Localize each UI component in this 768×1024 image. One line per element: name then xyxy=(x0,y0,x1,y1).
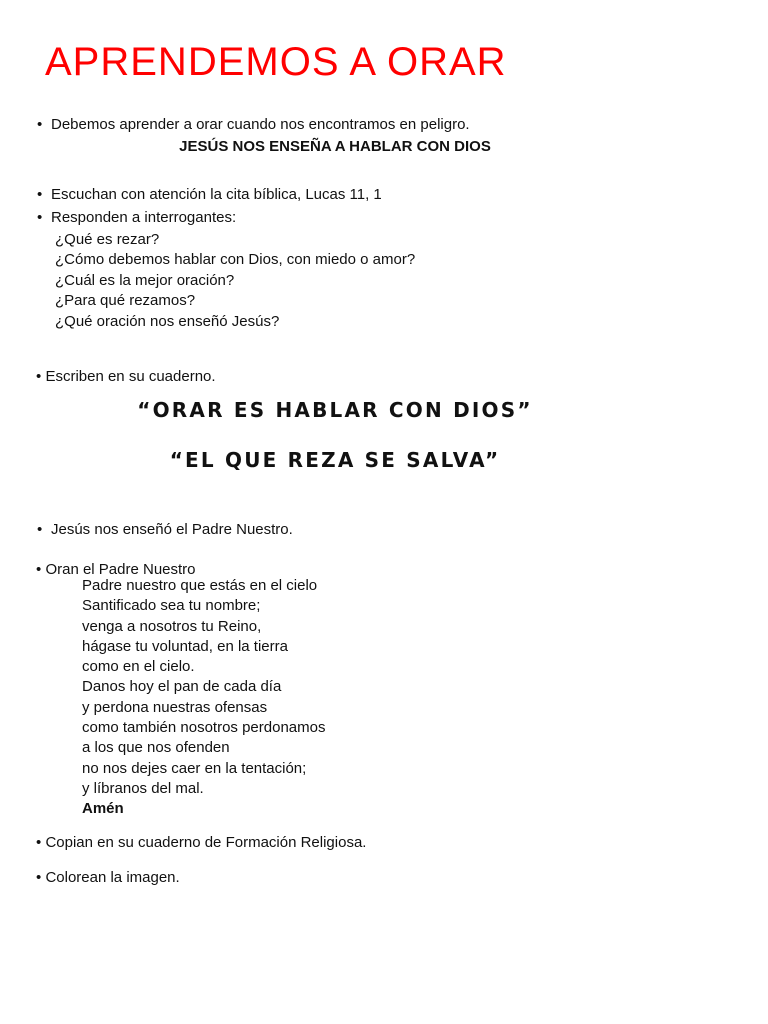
color-item xyxy=(36,868,180,888)
bullet: • xyxy=(37,116,43,133)
answer-item xyxy=(37,208,236,228)
list-item: Danos hoy el pan de cada día xyxy=(82,678,282,696)
list-item: venga a nosotros tu Reino, xyxy=(82,617,262,635)
taught-item xyxy=(37,520,293,540)
copy-item xyxy=(36,833,366,853)
list-item: ¿Qué oración nos enseñó Jesús? xyxy=(55,312,280,330)
list-item: Padre nuestro que estás en el cielo xyxy=(82,577,318,594)
list-item: ¿Cuál es la mejor oración? xyxy=(55,271,235,289)
list-item: y perdona nuestras ofensas xyxy=(82,698,268,716)
listen-text: Escuchan con atención la cita bíblica, Lucas 11, 1 xyxy=(51,186,382,203)
answer-text: Responden a interrogantes: xyxy=(51,209,237,226)
pray-text: Oran el Padre Nuestro xyxy=(45,561,196,578)
list-item: no nos dejes caer en la tentación; xyxy=(82,759,307,777)
list-item: y líbranos del mal. xyxy=(82,779,204,797)
bullet: • xyxy=(36,869,42,886)
bullet: • xyxy=(37,209,43,226)
list-item: Santificado sea tu nombre; xyxy=(82,597,261,615)
subtitle: JESÚS NOS ENSEÑA A HABLAR CON DIOS xyxy=(179,138,491,155)
list-item: como también nosotros perdonamos xyxy=(82,719,326,737)
motto-2: “EL QUE REZA SE SALVA” xyxy=(169,448,501,472)
list-item: ¿Para qué rezamos? xyxy=(55,292,196,310)
listen-item xyxy=(37,185,382,205)
prayer-text xyxy=(82,576,325,820)
intro-text: Debemos aprender a orar cuando nos encontramos en peligro. xyxy=(51,116,470,133)
bullet: • xyxy=(36,834,42,851)
bullet: • xyxy=(36,368,42,385)
list-item: ¿Cómo debemos hablar con Dios, con miedo o amor? xyxy=(55,251,416,269)
write-text: Escriben en su cuaderno. xyxy=(45,368,216,385)
amen: Amén xyxy=(82,800,124,818)
list-item: como en el cielo. xyxy=(82,658,195,676)
write-item xyxy=(36,367,216,387)
bullet: • xyxy=(37,521,43,538)
list-item: ¿Qué es rezar? xyxy=(55,231,160,248)
intro-item xyxy=(37,115,470,135)
list-item: a los que nos ofenden xyxy=(82,739,230,757)
motto-1: “ORAR ES HABLAR CON DIOS” xyxy=(137,398,533,422)
taught-text: Jesús nos enseñó el Padre Nuestro. xyxy=(51,521,293,538)
color-text: Colorean la imagen. xyxy=(45,869,180,886)
list-item: hágase tu voluntad, en la tierra xyxy=(82,637,288,655)
copy-text: Copian en su cuaderno de Formación Religiosa. xyxy=(45,834,367,851)
bullet: • xyxy=(36,561,42,578)
bullet: • xyxy=(37,186,43,203)
page-title: APRENDEMOS A ORAR xyxy=(45,40,507,84)
questions-list xyxy=(55,230,415,332)
